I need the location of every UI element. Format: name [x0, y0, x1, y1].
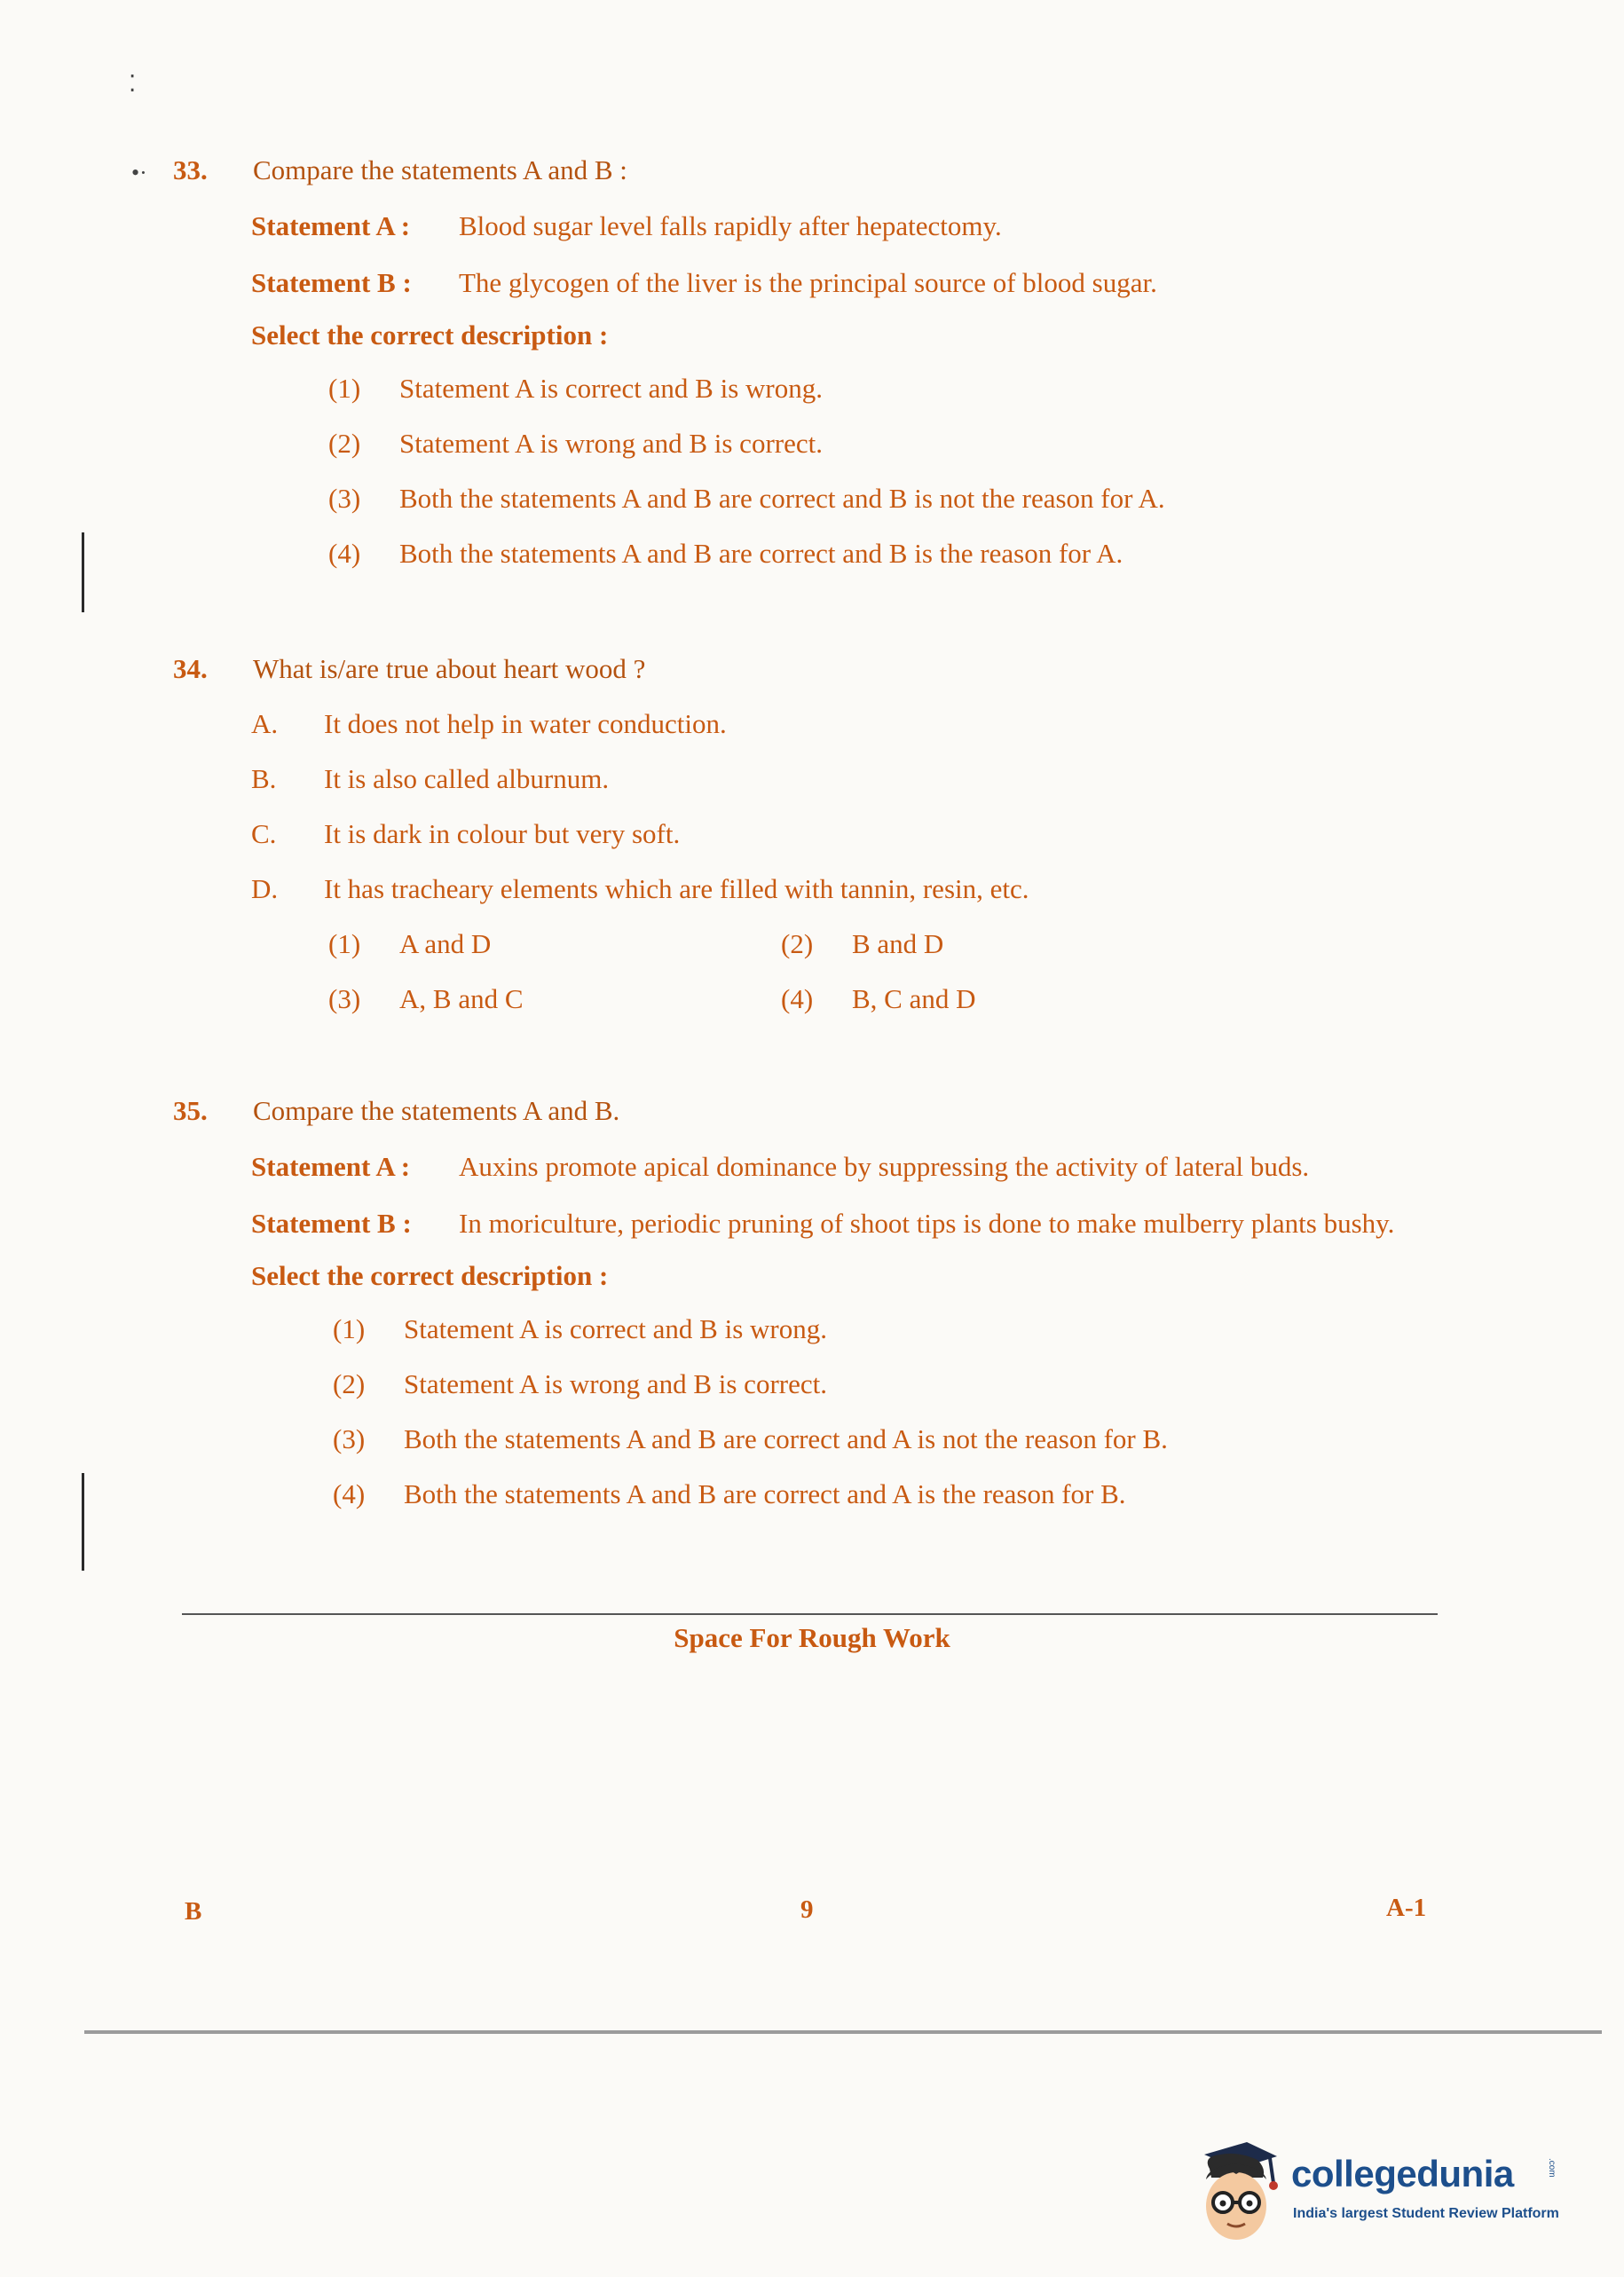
option[interactable] — [328, 981, 781, 1017]
option-number: (1) — [333, 1313, 366, 1344]
statement-item — [251, 761, 1433, 797]
option-text: A, B and C — [399, 983, 524, 1014]
logo-tagline: India's largest Student Review Platform — [1293, 2206, 1559, 2221]
question-34 — [173, 651, 1433, 1017]
option-text: Statement A is wrong and B is correct. — [399, 428, 823, 459]
question-heading — [173, 1093, 1433, 1129]
option-number: (3) — [333, 1423, 366, 1454]
item-letter: C. — [251, 818, 277, 849]
statement-b-label: Statement B : — [251, 1208, 412, 1239]
option[interactable] — [328, 426, 1433, 461]
option[interactable] — [328, 481, 1433, 516]
statement-b — [173, 1205, 1433, 1242]
item-text: It does not help in water conduction. — [324, 708, 727, 739]
option[interactable] — [333, 1477, 1433, 1512]
option-text: Statement A is correct and B is wrong. — [404, 1313, 827, 1344]
statement-item — [251, 706, 1433, 742]
bullet-dot: •· — [131, 160, 147, 185]
question-text: Compare the statements A and B : — [253, 154, 627, 185]
option-list — [333, 1312, 1433, 1512]
rough-work-label: Space For Rough Work — [674, 1622, 950, 1653]
option-text: Statement A is correct and B is wrong. — [399, 373, 823, 404]
item-letter: A. — [251, 708, 279, 739]
question-33 — [173, 153, 1433, 571]
page-bottom-edge — [84, 2030, 1602, 2034]
option-text: Statement A is wrong and B is correct. — [404, 1368, 827, 1399]
option-text: Both the statements A and B are correct and B is not the reason for A. — [399, 483, 1165, 514]
option-number: (1) — [328, 373, 361, 404]
option-number: (3) — [328, 983, 361, 1014]
option-text: B and D — [852, 928, 944, 959]
graduate-face-icon — [1185, 2137, 1289, 2243]
option-number: (4) — [781, 983, 814, 1014]
item-text: It is also called alburnum. — [324, 763, 610, 794]
statement-b — [173, 264, 1433, 302]
statement-a — [173, 1148, 1433, 1186]
option[interactable] — [333, 1367, 1433, 1402]
option[interactable] — [328, 926, 781, 962]
option[interactable] — [781, 926, 1225, 962]
option[interactable] — [333, 1312, 1433, 1347]
option-number: (2) — [781, 928, 814, 959]
option-number: (4) — [333, 1478, 366, 1509]
question-text: Compare the statements A and B. — [253, 1095, 620, 1126]
option[interactable] — [328, 536, 1433, 571]
statement-a-text: Auxins promote apical dominance by suppressing the activity of lateral buds. — [459, 1151, 1310, 1182]
logo-name: collegedunia — [1291, 2153, 1514, 2194]
scan-speck: ⁚ — [129, 71, 137, 97]
question-number: 33. — [173, 154, 208, 185]
statement-item — [251, 816, 1433, 852]
item-letter: D. — [251, 873, 279, 904]
option-text: Both the statements A and B are correct and B is the reason for A. — [399, 538, 1123, 569]
option-number: (4) — [328, 538, 361, 569]
option-text: Both the statements A and B are correct and A is not the reason for B. — [404, 1423, 1168, 1454]
option-text: B, C and D — [852, 983, 976, 1014]
option[interactable] — [781, 981, 1225, 1017]
question-heading — [173, 153, 1433, 188]
question-heading — [173, 651, 1433, 687]
question-number: 34. — [173, 653, 208, 684]
item-letter: B. — [251, 763, 277, 794]
collegedunia-logo[interactable] — [1185, 2137, 1566, 2243]
statement-a-text: Blood sugar level falls rapidly after hepatectomy. — [459, 210, 1002, 241]
question-number: 35. — [173, 1095, 208, 1126]
option[interactable] — [333, 1422, 1433, 1457]
option-number: (2) — [328, 428, 361, 459]
statement-a-label: Statement A : — [251, 210, 411, 241]
statement-b-label: Statement B : — [251, 267, 412, 298]
rough-work-divider — [182, 1613, 1438, 1615]
select-description-label: Select the correct description : — [251, 319, 609, 351]
page-edge-mark — [82, 532, 84, 612]
statement-a — [173, 208, 1433, 245]
footer-booklet-code: B — [185, 1897, 202, 1926]
item-text: It is dark in colour but very soft. — [324, 818, 681, 849]
item-text: It has tracheary elements which are filled with tannin, resin, etc. — [324, 873, 1029, 904]
statement-b-text: In moriculture, periodic pruning of shoot tips is done to make mulberry plants bushy. — [459, 1208, 1395, 1239]
question-text: What is/are true about heart wood ? — [253, 653, 646, 684]
select-description-label: Select the correct description : — [251, 1260, 609, 1291]
option-text: A and D — [399, 928, 492, 959]
option-grid — [328, 926, 1433, 1017]
statement-a-label: Statement A : — [251, 1151, 411, 1182]
statement-item — [251, 871, 1433, 907]
option-text: Both the statements A and B are correct and A is the reason for B. — [404, 1478, 1126, 1509]
page-edge-mark — [82, 1473, 84, 1571]
statement-b-text: The glycogen of the liver is the principal source of blood sugar. — [459, 267, 1157, 298]
option-number: (3) — [328, 483, 361, 514]
option-number: (2) — [333, 1368, 366, 1399]
logo-domain: .com — [1547, 2158, 1557, 2178]
question-35 — [173, 1093, 1433, 1512]
option-list — [328, 371, 1433, 571]
option[interactable] — [328, 371, 1433, 406]
footer-page-number: 9 — [800, 1895, 814, 1924]
footer-paper-code: A-1 — [1386, 1894, 1427, 1922]
option-number: (1) — [328, 928, 361, 959]
